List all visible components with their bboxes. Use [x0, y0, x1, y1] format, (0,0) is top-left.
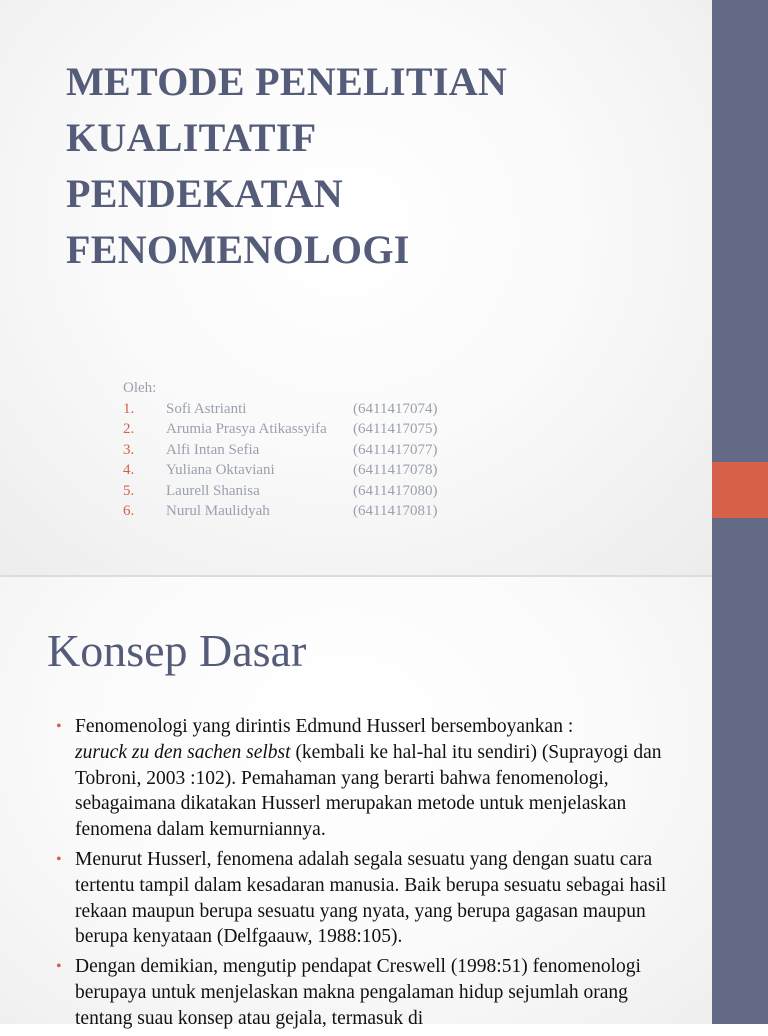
author-name: Nurul Maulidyah — [166, 503, 270, 519]
author-id: (6411417080) — [353, 482, 438, 499]
bullet-text: (kembali ke hal-hal itu sendiri) (Suprayogi dan Tobroni, 2003 :102). Pemahaman yang berarti bahwa fenomenologi, sebagaimana dikatakan Husserl merupakan metode untuk menjelaskan fenomena dalam kemurniannya. — [75, 741, 662, 841]
author-name: Yuliana Oktaviani — [166, 462, 275, 478]
author-number: 6. — [123, 503, 135, 519]
bullet-marker: • — [56, 958, 62, 976]
bullet-marker: • — [56, 718, 62, 735]
side-accent-block — [712, 462, 768, 518]
title-line: FENOMENOLOGI — [66, 227, 410, 272]
author-row — [123, 501, 437, 522]
author-name: Arumia Prasya Atikassyifa — [166, 421, 327, 437]
slide-heading: Konsep Dasar — [47, 625, 307, 676]
byline-label: Oleh: — [123, 380, 157, 396]
title-line: METODE PENELITIAN — [66, 59, 508, 104]
bullet-item — [56, 847, 676, 950]
author-row — [123, 419, 437, 440]
title-line: KUALITATIF — [66, 115, 317, 160]
presentation-title — [66, 54, 507, 278]
bullet-item — [56, 714, 676, 843]
author-row — [123, 481, 437, 502]
author-id: (6411417077) — [353, 441, 438, 458]
author-name: Sofi Astrianti — [166, 400, 247, 417]
bullet-marker: • — [56, 850, 62, 868]
author-list — [123, 378, 437, 522]
bullet-text: Dengan demikian, mengutip pendapat Creswell (1998:51) fenomenologi berupaya untuk menjelaskan makna pengalaman hidup sejumlah orang tentang suau konsep atau gejala, termasuk di — [75, 956, 641, 1029]
italic-phrase: zuruck zu den sachen selbst — [75, 741, 291, 763]
author-id: (6411417075) — [353, 421, 438, 437]
author-row — [123, 440, 437, 461]
title-line: PENDEKATAN — [66, 171, 344, 216]
author-name: Alfi Intan Sefia — [166, 441, 260, 458]
author-number: 4. — [123, 462, 135, 478]
bullet-text: Fenomenologi yang dirintis Edmund Husserl bersemboyankan : — [75, 716, 574, 737]
author-row — [123, 460, 437, 481]
author-row — [123, 399, 437, 420]
author-number: 5. — [123, 482, 135, 499]
bullet-text: Menurut Husserl, fenomena adalah segala sesuatu yang dengan suatu cara tertentu tampil dalam kesadaran manusia. Baik berupa sesuatu sebagai hasil rekaan maupun berupa sesuatu yang nyata, yang berupa gagasan maupun berupa kenyataan (Delfgaauw, 1988:105). — [75, 848, 667, 948]
bullet-list — [56, 714, 676, 1036]
author-id: (6411417081) — [353, 503, 438, 519]
author-id: (6411417074) — [353, 400, 438, 417]
author-number: 1. — [123, 400, 135, 417]
bullet-item — [56, 954, 676, 1031]
author-number: 3. — [123, 441, 135, 458]
author-id: (6411417078) — [353, 462, 438, 478]
author-number: 2. — [123, 421, 135, 437]
author-name: Laurell Shanisa — [166, 482, 260, 499]
